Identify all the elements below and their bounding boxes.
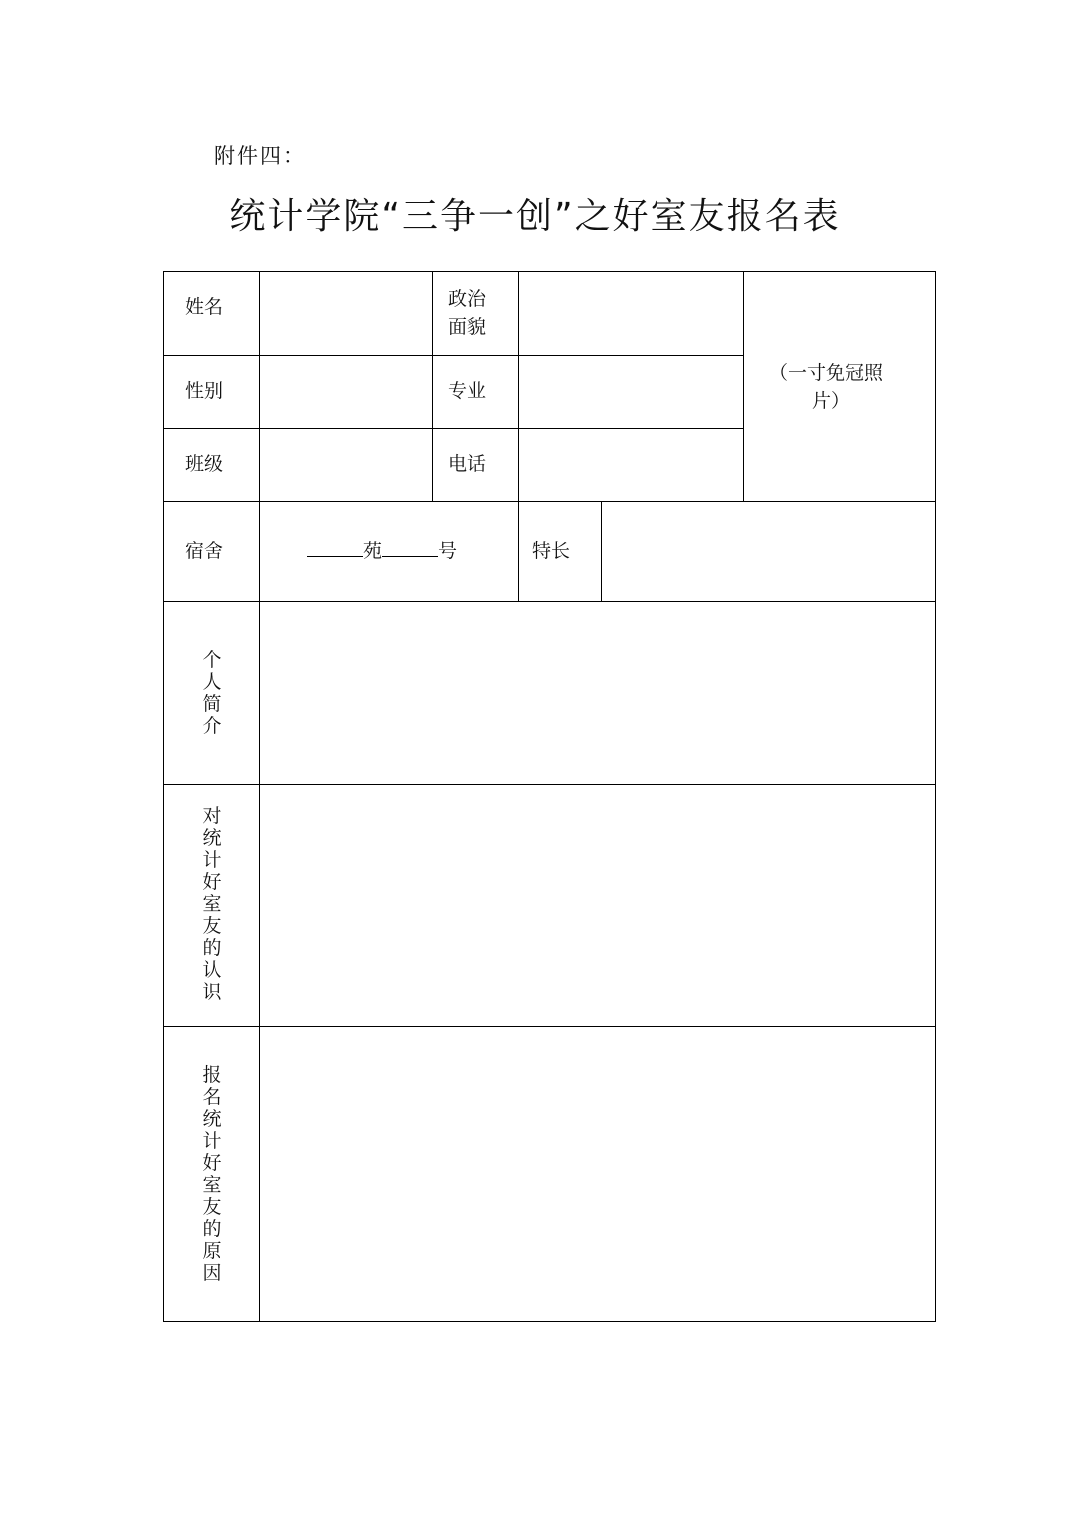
gender-label: 性别 — [185, 380, 224, 402]
dorm-hao-blank[interactable] — [382, 538, 438, 557]
class-field[interactable] — [261, 430, 431, 500]
understanding-char: 计 — [202, 849, 222, 871]
specialty-field[interactable] — [603, 503, 934, 600]
dormitory-field[interactable] — [307, 537, 457, 565]
intro-label — [200, 649, 224, 737]
row-divider — [163, 428, 744, 429]
phone-field[interactable] — [520, 430, 742, 500]
photo-note-line2: 片） — [812, 390, 851, 412]
phone-label: 电话 — [448, 453, 487, 475]
dorm-hao-text: 号 — [438, 540, 458, 562]
reason-label — [200, 1064, 224, 1284]
reason-char: 因 — [202, 1262, 222, 1284]
understanding-field[interactable] — [261, 786, 934, 1025]
reason-char: 室 — [202, 1174, 222, 1196]
intro-char: 个 — [202, 649, 222, 671]
table-border-left — [163, 271, 164, 1322]
understanding-char: 的 — [202, 937, 222, 959]
understanding-char: 好 — [202, 871, 222, 893]
reason-char: 计 — [202, 1130, 222, 1152]
understanding-char: 友 — [202, 915, 222, 937]
intro-char: 人 — [202, 671, 222, 693]
row-divider — [163, 784, 936, 785]
page-title: 统计学院“三争一创”之好室友报名表 — [229, 196, 841, 237]
political-status-field[interactable] — [520, 273, 742, 354]
column-divider — [259, 271, 260, 1322]
understanding-char: 统 — [202, 827, 222, 849]
intro-char: 介 — [202, 715, 222, 737]
understanding-char: 认 — [202, 959, 222, 981]
row-divider — [163, 1026, 936, 1027]
table-border-bottom — [163, 1321, 936, 1322]
reason-field[interactable] — [261, 1028, 934, 1320]
table-border-top — [163, 271, 936, 272]
major-label: 专业 — [448, 380, 487, 402]
understanding-char: 室 — [202, 893, 222, 915]
reason-char: 名 — [202, 1086, 222, 1108]
specialty-label: 特长 — [532, 540, 571, 562]
table-border-right — [935, 271, 936, 1322]
column-divider — [432, 271, 433, 501]
reason-char: 好 — [202, 1152, 222, 1174]
political-status-label-line1: 政治 — [448, 288, 487, 310]
name-label: 姓名 — [185, 296, 224, 318]
intro-char: 简 — [202, 693, 222, 715]
understanding-label — [200, 805, 224, 1003]
photo-note-line1: （一寸免冠照 — [769, 362, 884, 384]
class-label: 班级 — [185, 453, 224, 475]
attachment-label: 附件四： — [214, 144, 306, 168]
reason-char: 的 — [202, 1218, 222, 1240]
political-status-label-line2: 面貌 — [448, 316, 487, 338]
row-divider — [163, 601, 936, 602]
column-divider — [743, 271, 744, 501]
understanding-char: 对 — [202, 805, 222, 827]
dormitory-label: 宿舍 — [185, 540, 224, 562]
dorm-yuan-blank[interactable] — [307, 538, 363, 557]
gender-field[interactable] — [261, 357, 431, 427]
column-divider — [601, 501, 602, 602]
reason-char: 友 — [202, 1196, 222, 1218]
intro-field[interactable] — [261, 603, 934, 783]
reason-char: 原 — [202, 1240, 222, 1262]
registration-form-table — [163, 271, 936, 1322]
column-divider — [518, 271, 519, 602]
understanding-char: 识 — [202, 981, 222, 1003]
dorm-yuan-text: 苑 — [363, 540, 383, 562]
reason-char: 报 — [202, 1064, 222, 1086]
major-field[interactable] — [520, 357, 742, 427]
reason-char: 统 — [202, 1108, 222, 1130]
row-divider — [163, 355, 744, 356]
name-field[interactable] — [261, 273, 431, 354]
row-divider — [163, 501, 936, 502]
